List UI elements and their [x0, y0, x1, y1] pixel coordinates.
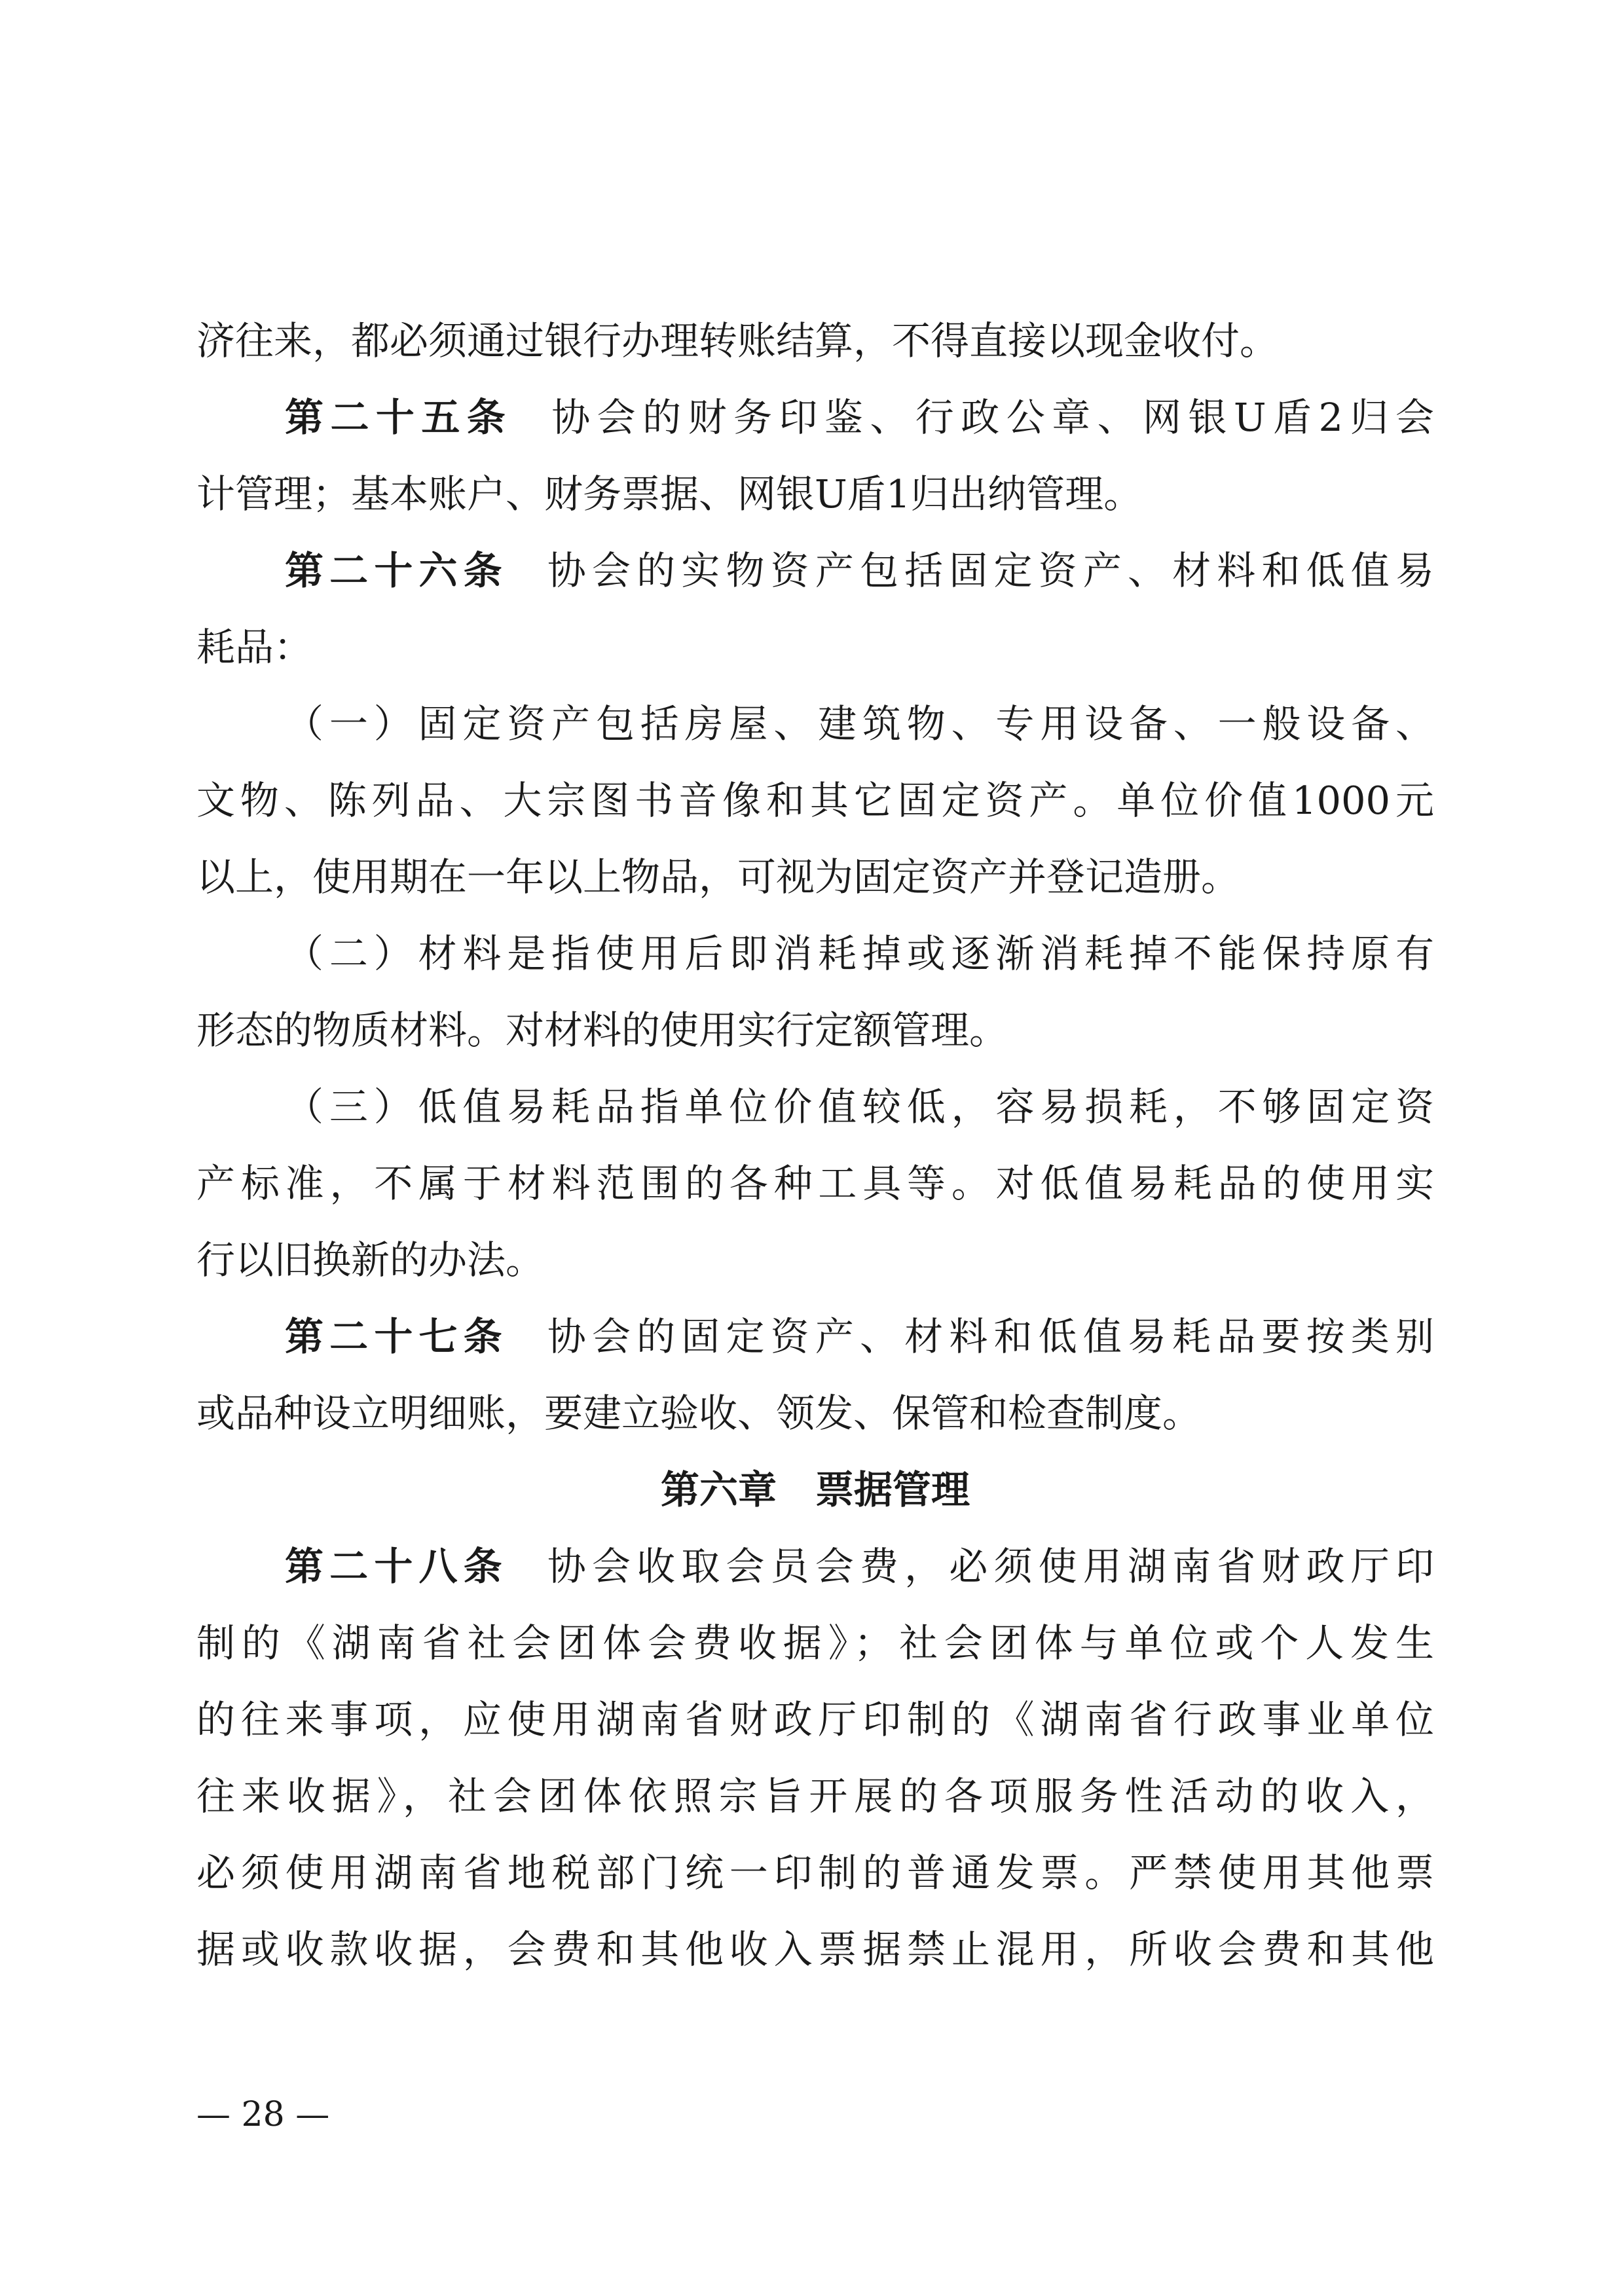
text-line: 的往来事项，应使用湖南省财政厅印制的《湖南省行政事业单位: [196, 1697, 1434, 1742]
text-line: 形态的物质材料。对材料的使用实行定额管理。: [196, 1008, 1008, 1053]
article-28-line-2: [196, 1605, 1434, 1681]
article-28-line-6: [196, 1911, 1434, 1988]
text-line: 济往来，都必须通过银行办理转账结算，不得直接以现金收付。: [196, 318, 1279, 363]
text-line: 据或收款收据，会费和其他收入票据禁止混用，所收会费和其他: [196, 1927, 1434, 1972]
chapter-title: 第六章 票据管理: [660, 1467, 970, 1512]
article-28-line-3: [196, 1681, 1434, 1758]
article-28-line-4: [196, 1758, 1434, 1834]
text-line: 往来收据》，社会团体依照宗旨开展的各项服务性活动的收入，: [196, 1774, 1434, 1819]
text-line: 必须使用湖南省地税部门统一印制的普通发票。严禁使用其他票: [196, 1850, 1434, 1895]
text-line: 耗品：: [196, 625, 313, 670]
article-27-line-2: [196, 1375, 1434, 1451]
article-26-line-1: [196, 532, 1434, 609]
article-26-line-2: [196, 609, 1434, 685]
article-heading: 第二十八条: [285, 1544, 508, 1589]
item-3-line-3: [196, 1222, 1434, 1298]
item-2-line-2: [196, 992, 1434, 1068]
text-line: 文物、陈列品、大宗图书音像和其它固定资产。单位价值1000元: [196, 778, 1434, 823]
article-27-line-1: [196, 1298, 1434, 1375]
article-25-line-2: [196, 456, 1434, 532]
item-3-line-1: [196, 1068, 1434, 1145]
paragraph-line: [196, 302, 1434, 379]
body-text: [196, 302, 1434, 1988]
text-line: 产标准，不属于材料范围的各种工具等。对低值易耗品的使用实: [196, 1161, 1434, 1206]
text-line: （三）低值易耗品指单位价值较低，容易损耗，不够固定资: [285, 1084, 1434, 1129]
text-line: 协会的固定资产、材料和低值易耗品要按类别: [547, 1314, 1434, 1359]
text-line: 以上，使用期在一年以上物品，可视为固定资产并登记造册。: [196, 854, 1240, 900]
item-2-line-1: [196, 915, 1434, 992]
article-28-line-5: [196, 1834, 1434, 1911]
item-1-line-1: [196, 685, 1434, 762]
text-line: 协会收取会员会费，必须使用湖南省财政厅印: [547, 1544, 1434, 1589]
article-heading: 第二十七条: [285, 1314, 508, 1359]
article-25-line-1: [196, 379, 1434, 456]
item-1-line-2: [196, 762, 1434, 839]
article-28-line-1: [196, 1528, 1434, 1605]
article-heading: 第二十五条: [285, 395, 513, 440]
text-line: 制的《湖南省社会团体会费收据》；社会团体与单位或个人发生: [196, 1620, 1434, 1666]
text-line: 或品种设立明细账，要建立验收、领发、保管和检查制度。: [196, 1391, 1202, 1436]
text-line: 协会的实物资产包括固定资产、材料和低值易: [547, 548, 1434, 593]
item-3-line-2: [196, 1145, 1434, 1222]
text-line: （二）材料是指使用后即消耗掉或逐渐消耗掉不能保持原有: [285, 931, 1434, 976]
article-heading: 第二十六条: [285, 548, 508, 593]
text-line: 协会的财务印鉴、行政公章、网银U盾2归会: [551, 395, 1434, 440]
text-line: （一）固定资产包括房屋、建筑物、专用设备、一般设备、: [285, 701, 1434, 746]
text-line: 行以旧换新的办法。: [196, 1237, 545, 1283]
page-number: — 28 —: [196, 2095, 330, 2134]
text-line: 计管理；基本账户、财务票据、网银U盾1归出纳管理。: [196, 471, 1143, 517]
item-1-line-3: [196, 839, 1434, 915]
